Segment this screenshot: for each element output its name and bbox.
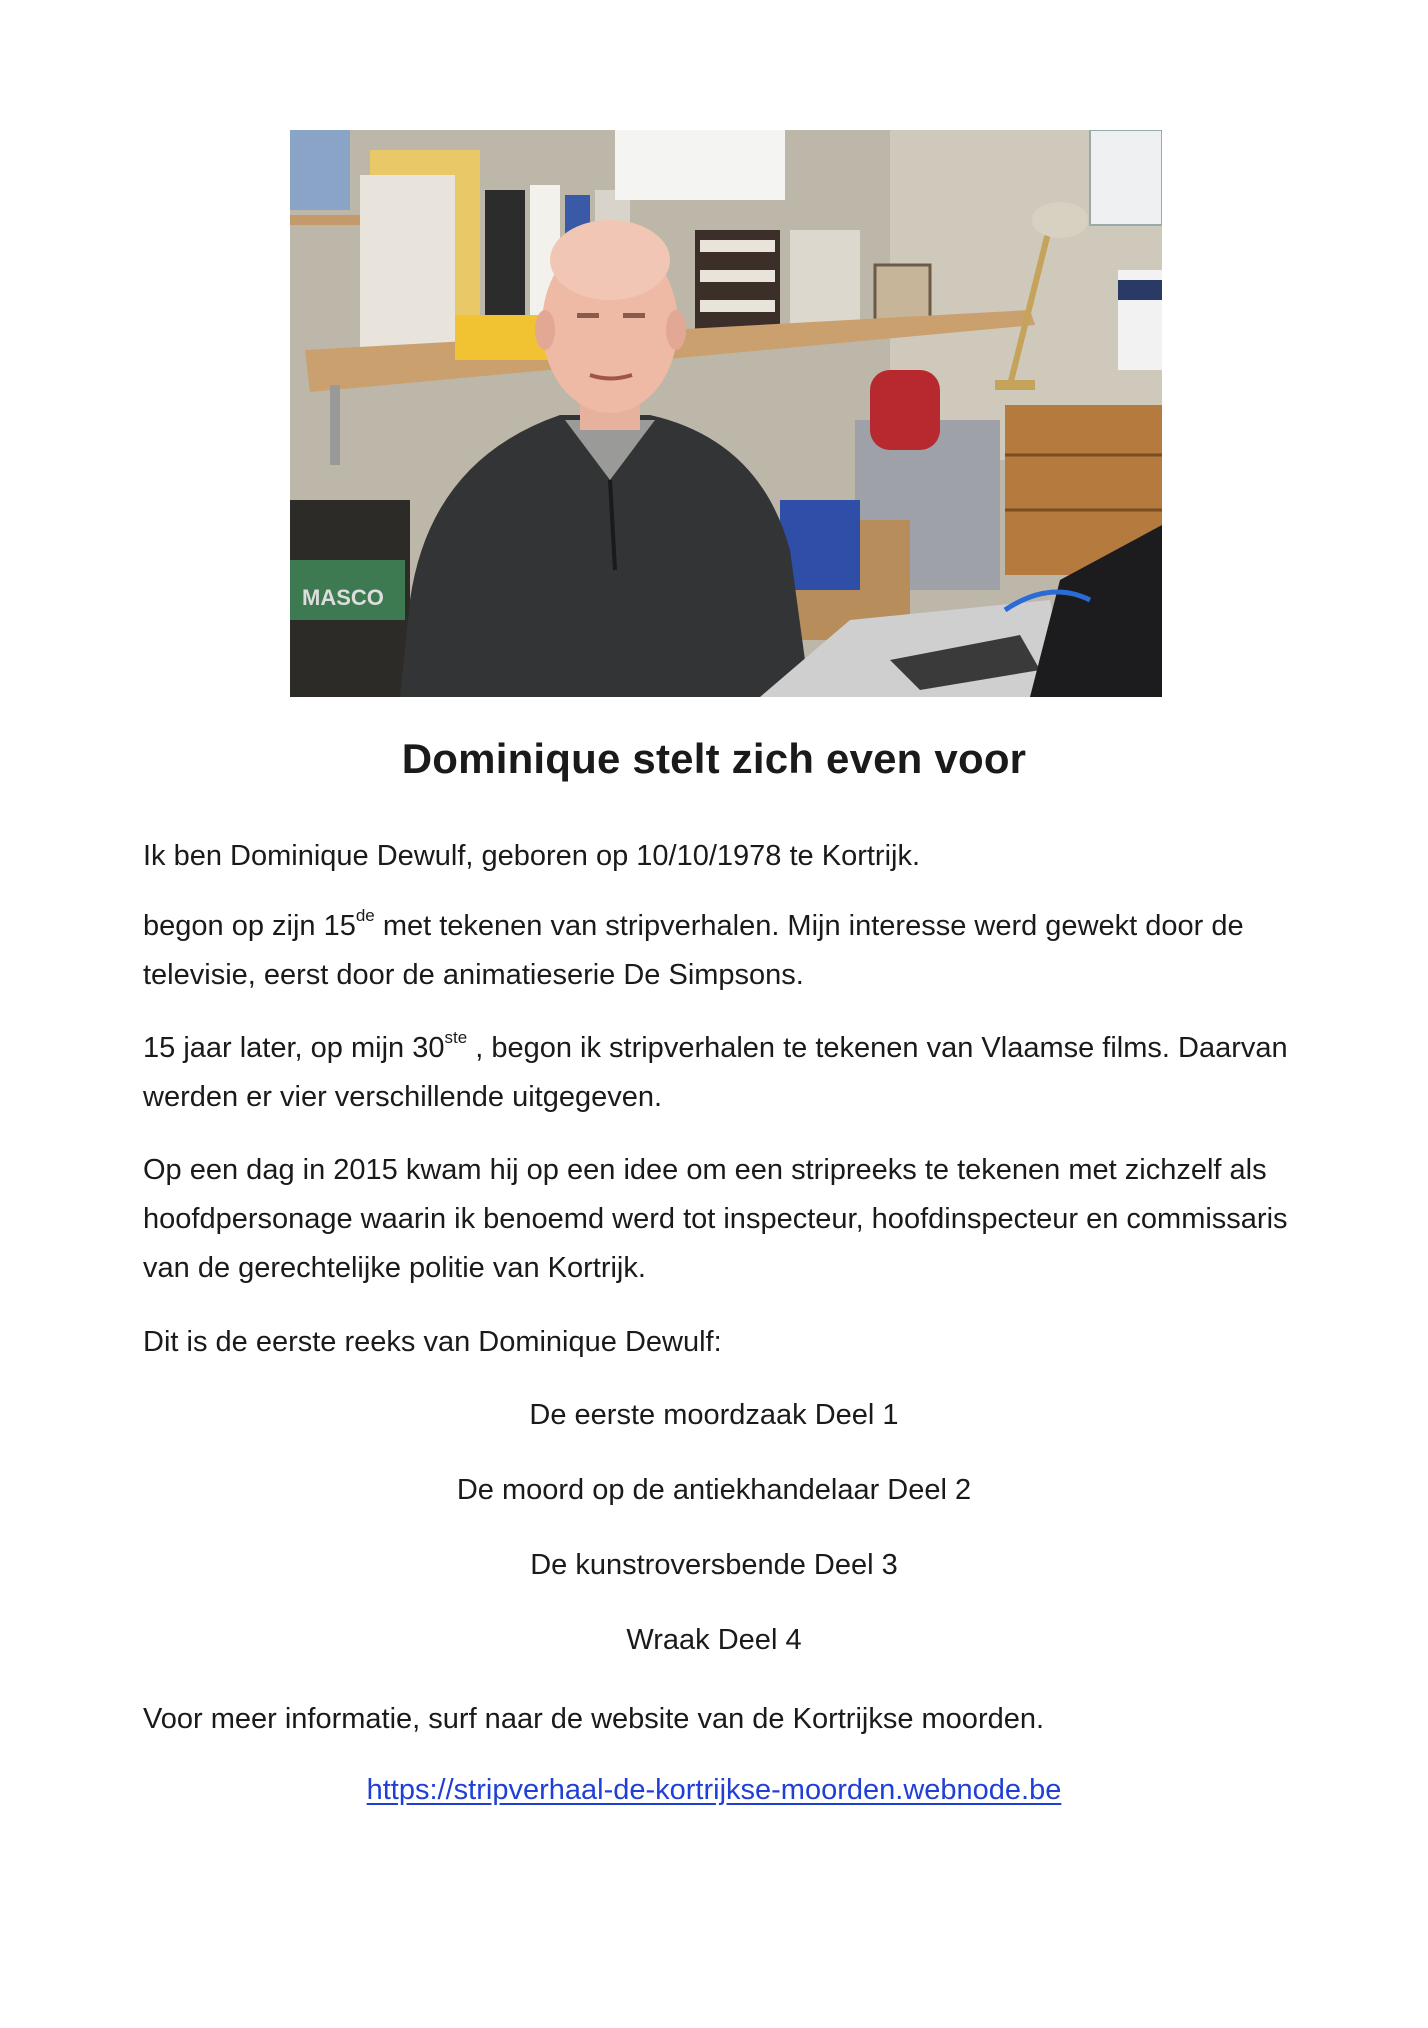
- portrait-photo: [290, 130, 1162, 697]
- paragraph-beginning-text-a: begon op zijn 15: [143, 910, 356, 942]
- intro-paragraph: Ik ben Dominique Dewulf, geboren op 10/10/1978 te Kortrijk.: [143, 840, 921, 872]
- series-item-3: De kunstroversbende Deel 3: [530, 1549, 898, 1581]
- website-link[interactable]: https://stripverhaal-de-kortrijkse-moorden.webnode.be: [366, 1774, 1062, 1806]
- website-link-line: [0, 1770, 1428, 1810]
- paragraph-later: [143, 1024, 1303, 1122]
- series-item-1: De eerste moordzaak Deel 1: [529, 1399, 899, 1431]
- paragraph-beginning: [143, 902, 1303, 1000]
- ordinal-suffix: ste: [444, 1028, 468, 1047]
- series-item-4: Wraak Deel 4: [626, 1624, 802, 1656]
- masco-sign: MASCO: [302, 585, 384, 610]
- ordinal-suffix: de: [355, 906, 375, 925]
- paragraph-2015: Op een dag in 2015 kwam hij op een idee om een stripreeks te tekenen met zichzelf als hoofdpersonage waarin ik benoemd werd tot inspecteur, hoofdinspecteur en commissaris van de gerechtelijke politie van Kortrijk.: [143, 1154, 1288, 1284]
- series-intro: Dit is de eerste reeks van Dominique Dewulf:: [143, 1326, 722, 1358]
- paragraph-beginning-text-b: met tekenen van stripverhalen. Mijn interesse werd gewekt door de televisie, eerst door de animatieserie De Simpsons.: [143, 910, 1244, 991]
- more-info-text: Voor meer informatie, surf naar de website van de Kortrijkse moorden.: [143, 1703, 1045, 1735]
- series-item-2: De moord op de antiekhandelaar Deel 2: [456, 1474, 972, 1506]
- paragraph-later-text-b: , begon ik stripverhalen te tekenen van Vlaamse films. Daarvan werden er vier verschillende uitgegeven.: [143, 1032, 1288, 1113]
- paragraph-later-text-a: 15 jaar later, op mijn 30: [143, 1032, 445, 1064]
- page-title: Dominique stelt zich even voor: [401, 735, 1027, 782]
